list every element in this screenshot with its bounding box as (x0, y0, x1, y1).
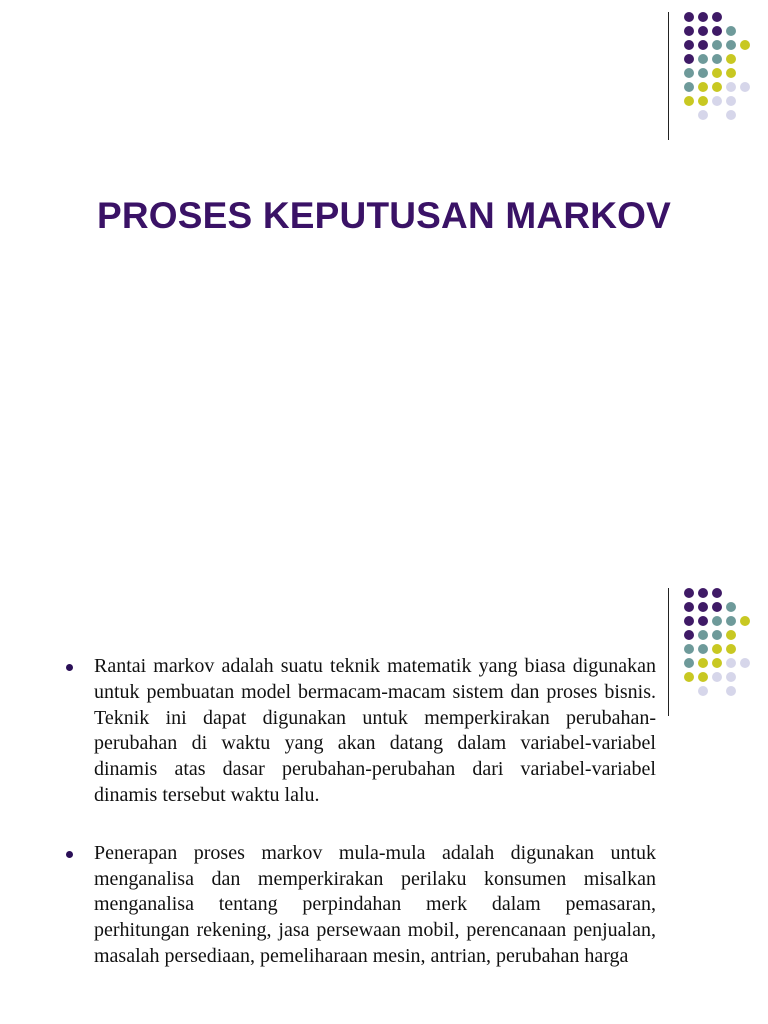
decorative-dot (684, 630, 694, 640)
decorative-dot (684, 68, 694, 78)
decorative-dot (684, 82, 694, 92)
decorative-dot (712, 630, 722, 640)
decorative-dot (740, 616, 750, 626)
decorative-dot (712, 672, 722, 682)
slide-title: PROSES KEPUTUSAN MARKOV (96, 195, 672, 236)
decorative-dot (712, 12, 722, 22)
decorative-dot (726, 110, 736, 120)
decorative-dot (712, 40, 722, 50)
decorative-dot (698, 82, 708, 92)
decorative-divider-line (668, 588, 669, 716)
decorative-dot (726, 616, 736, 626)
decorative-dot (698, 658, 708, 668)
decorative-dot (726, 54, 736, 64)
decorative-dot (726, 40, 736, 50)
bullet-text: Rantai markov adalah suatu teknik matematik yang biasa digunakan untuk pembuatan model bermacam-macam sistem dan proses bisnis. Teknik ini dapat digunakan untuk memperkirakan perubahan-perubahan di waktu yang akan datang dalam variabel-variabel dinamis atas dasar perubahan-perubahan dari variabel-variabel dinamis tersebut waktu lalu. (94, 655, 656, 806)
decorative-dot (698, 68, 708, 78)
decorative-dot (712, 26, 722, 36)
decorative-dot (726, 26, 736, 36)
decorative-dot (698, 686, 708, 696)
decorative-dot (684, 40, 694, 50)
decorative-dot (726, 602, 736, 612)
decorative-dot (684, 54, 694, 64)
decorative-dot (712, 68, 722, 78)
decorative-dot (684, 644, 694, 654)
decorative-divider-line (668, 12, 669, 140)
bullet-text: Penerapan proses markov mula-mula adalah digunakan untuk menganalisa dan memperkirakan perilaku konsumen misalkan menganalisa tentang perpindahan merk dalam pemasaran, perhitungan rekening, jasa persewaan mobil, perencanaan penjualan, masalah persediaan, pemeliharaan mesin, antrian, perubahan harga (94, 841, 656, 967)
decorative-dot (698, 26, 708, 36)
bullet-item (66, 841, 656, 970)
decorative-dot-grid (684, 588, 754, 700)
content-slide (0, 576, 768, 1024)
bullet-dot-icon (66, 664, 73, 671)
decorative-dot (684, 26, 694, 36)
bullet-item (66, 654, 656, 809)
decorative-dot (726, 644, 736, 654)
decorative-dot (698, 96, 708, 106)
decorative-dot (684, 616, 694, 626)
decorative-dot (698, 588, 708, 598)
decorative-dot (698, 602, 708, 612)
decorative-dot (740, 40, 750, 50)
decorative-dot (712, 96, 722, 106)
decorative-dot (740, 658, 750, 668)
decorative-dot (726, 68, 736, 78)
decorative-dot (712, 644, 722, 654)
decorative-dot (726, 96, 736, 106)
decorative-dot (712, 54, 722, 64)
decorative-dot (684, 588, 694, 598)
decorative-dot (712, 602, 722, 612)
decorative-dot (740, 82, 750, 92)
decorative-dot (698, 630, 708, 640)
decorative-dot (684, 602, 694, 612)
decorative-dot (684, 96, 694, 106)
decorative-dot (684, 12, 694, 22)
decorative-dot (726, 672, 736, 682)
decorative-dot (712, 82, 722, 92)
decorative-dot (684, 658, 694, 668)
decorative-dot (698, 110, 708, 120)
decorative-dot (698, 40, 708, 50)
decorative-dot (698, 644, 708, 654)
decorative-dot-grid (684, 12, 754, 124)
decorative-dot (698, 672, 708, 682)
decorative-dot (726, 630, 736, 640)
decorative-dot (726, 658, 736, 668)
decorative-dot (698, 616, 708, 626)
decorative-dot (698, 54, 708, 64)
decorative-dot (712, 658, 722, 668)
decorative-dot (726, 686, 736, 696)
decorative-dot (684, 672, 694, 682)
decorative-dot (726, 82, 736, 92)
decorative-dot (698, 12, 708, 22)
decorative-dot (712, 588, 722, 598)
decorative-dot (712, 616, 722, 626)
bullet-dot-icon (66, 851, 73, 858)
bullet-list (66, 654, 656, 1002)
